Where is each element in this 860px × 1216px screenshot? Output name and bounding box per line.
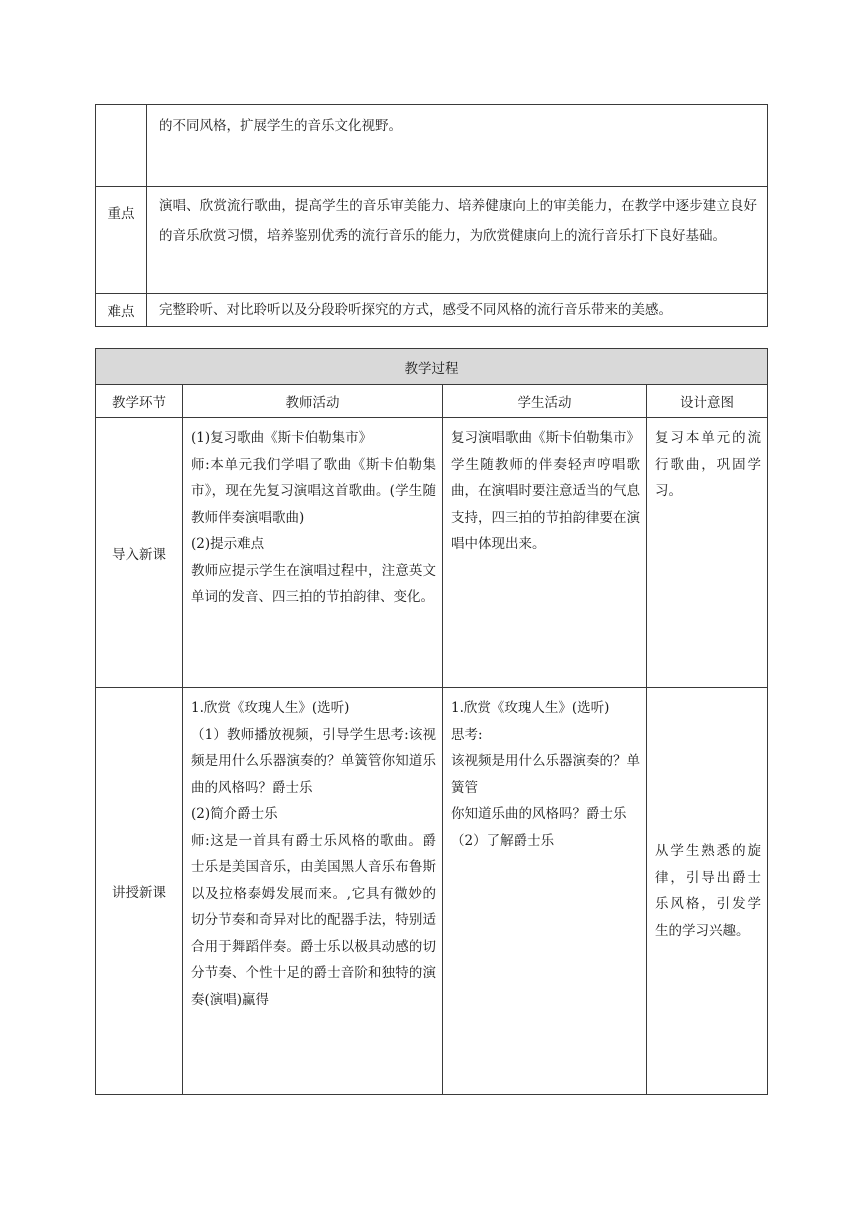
student-line: 该视频是用什么乐器演奏的？单簧管 bbox=[451, 753, 640, 796]
table-row bbox=[96, 688, 768, 1095]
student-line: 思考: bbox=[451, 726, 483, 743]
teacher-line: （1）教师播放视频，引导学生思考:该视频是用什么乐器演奏的？单簧管你知道乐曲的风格吗？爵士乐 bbox=[191, 726, 436, 796]
continued-label-cell bbox=[96, 105, 147, 187]
difficulty-label: 难点 bbox=[96, 294, 147, 327]
teacher-line: (2)提示难点 bbox=[191, 536, 265, 552]
teacher-line: 师:本单元我们学唱了歌曲《斯卡伯勒集市》，现在先复习演唱这首歌曲。(学生随教师伴奏演唱歌曲) bbox=[191, 456, 436, 526]
header-intent: 设计意图 bbox=[647, 385, 768, 418]
teacher-line: (2)简介爵士乐 bbox=[191, 806, 278, 822]
teacher-line: (1)复习歌曲《斯卡伯勒集市》 bbox=[191, 430, 373, 446]
header-student: 学生活动 bbox=[443, 385, 647, 418]
objectives-table bbox=[95, 104, 768, 327]
student-activity-new-lesson bbox=[443, 688, 647, 1095]
key-points-row bbox=[96, 187, 768, 294]
student-line: 学生随教师的伴奏轻声哼唱歌曲，在演唱时要注意适当的气息支持，四三拍的节拍韵律要在演唱中体现出来。 bbox=[451, 456, 640, 552]
table-row bbox=[96, 418, 768, 688]
design-intent-new-lesson: 从学生熟悉的旋律，引导出爵士乐风格，引发学生的学习兴趣。 bbox=[647, 688, 768, 1095]
teacher-line: 师:这是一首具有爵士乐风格的歌曲。爵士乐是美国音乐，由美国黑人音乐布鲁斯以及拉格泰姆发展而来。,它具有微妙的切分节奏和奇异对比的配器手法，特别适合用于舞蹈伴奏。爵士乐以极具动感的切分节奏、个性十足的爵士音阶和独特的演奏(演唱)赢得 bbox=[191, 832, 436, 1008]
process-title: 教学过程 bbox=[96, 349, 768, 385]
student-activity-intro bbox=[443, 418, 647, 688]
continued-text: 的不同风格，扩展学生的音乐文化视野。 bbox=[147, 105, 768, 187]
teacher-activity-new-lesson bbox=[183, 688, 443, 1095]
continued-row bbox=[96, 105, 768, 187]
process-title-row bbox=[96, 349, 768, 385]
stage-intro: 导入新课 bbox=[96, 418, 183, 688]
student-line: 复习演唱歌曲《斯卡伯勒集市》 bbox=[451, 430, 640, 446]
teaching-process-table bbox=[95, 348, 768, 1095]
stage-new-lesson: 讲授新课 bbox=[96, 688, 183, 1095]
teacher-activity-intro bbox=[183, 418, 443, 688]
student-line: 1.欣赏《玫瑰人生》(选听) bbox=[451, 700, 610, 716]
header-stage: 教学环节 bbox=[96, 385, 183, 418]
student-line: （2）了解爵士乐 bbox=[451, 832, 555, 849]
key-points-label: 重点 bbox=[96, 187, 147, 294]
teacher-line: 1.欣赏《玫瑰人生》(选听) bbox=[191, 700, 350, 716]
design-intent-intro: 复习本单元的流行歌曲，巩固学习。 bbox=[647, 418, 768, 688]
column-header-row bbox=[96, 385, 768, 418]
difficulty-text: 完整聆听、对比聆听以及分段聆听探究的方式，感受不同风格的流行音乐带来的美感。 bbox=[147, 294, 768, 327]
student-line: 你知道乐曲的风格吗？爵士乐 bbox=[451, 806, 627, 822]
teacher-line: 教师应提示学生在演唱过程中，注意英文单词的发音、四三拍的节拍韵律、变化。 bbox=[191, 562, 436, 605]
header-teacher: 教师活动 bbox=[183, 385, 443, 418]
key-points-text: 演唱、欣赏流行歌曲，提高学生的音乐审美能力、培养健康向上的审美能力，在教学中逐步建立良好的音乐欣赏习惯，培养鉴别优秀的流行音乐的能力，为欣赏健康向上的流行音乐打下良好基础。 bbox=[147, 187, 768, 294]
difficulty-row bbox=[96, 294, 768, 327]
